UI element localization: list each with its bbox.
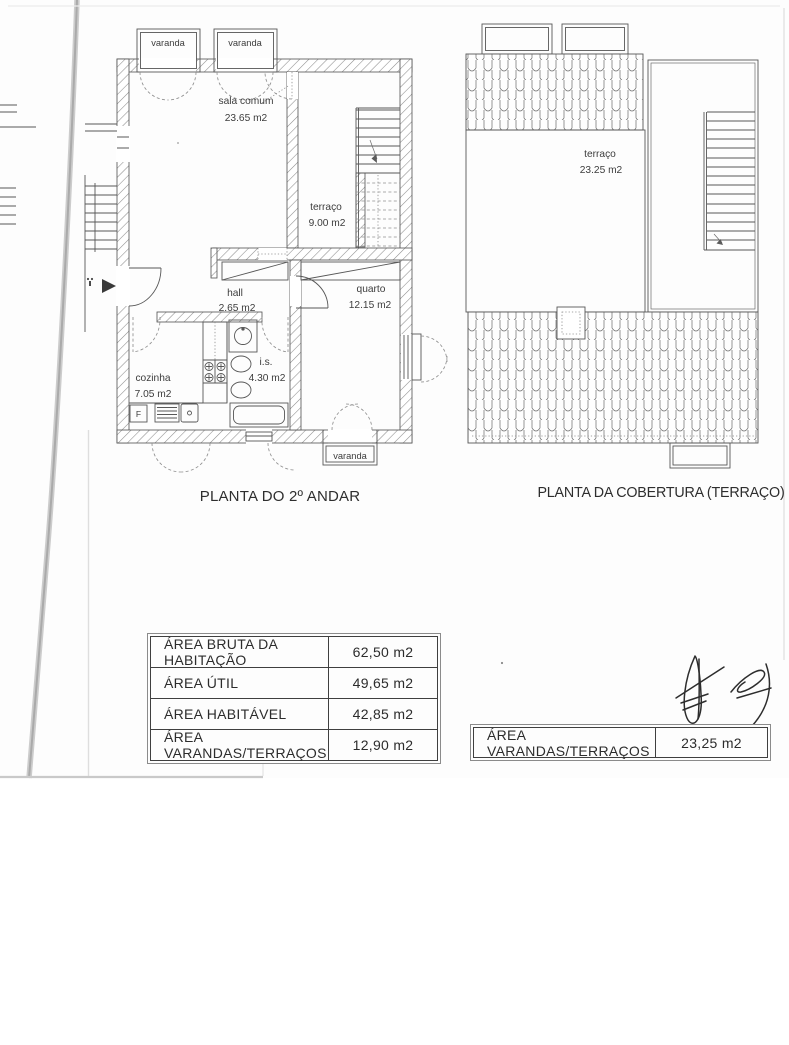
room-name-cozinha: cozinha xyxy=(135,373,171,384)
area-value: 23,25 m2 xyxy=(681,734,742,751)
floor-plan-title: PLANTA DO 2º ANDAR xyxy=(199,488,361,505)
area-label: ÁREA VARANDAS/TERRAÇOS xyxy=(151,730,329,760)
fridge-label: F xyxy=(135,409,142,419)
room-area-sala: 23.65 m2 xyxy=(224,113,268,124)
room-area-cozinha: 7.05 m2 xyxy=(134,389,172,400)
area-label: ÁREA VARANDAS/TERRAÇOS xyxy=(474,728,656,757)
floor-areas-table xyxy=(147,633,441,764)
room-area-hall: 2.65 m2 xyxy=(218,303,256,314)
area-label: ÁREA BRUTA DA HABITAÇÃO xyxy=(151,637,329,667)
roof-room-name: terraço xyxy=(584,149,616,160)
balcony-label: varanda xyxy=(151,38,185,48)
table-row xyxy=(474,728,767,757)
roof-room-area: 23.25 m2 xyxy=(579,165,623,176)
roof-tiles-lower xyxy=(468,312,758,443)
room-area-terraco: 9.00 m2 xyxy=(308,218,346,229)
area-label: ÁREA ÚTIL xyxy=(151,668,329,698)
room-name-is: i.s. xyxy=(259,357,273,368)
roof-areas-table xyxy=(470,724,771,761)
area-value: 49,65 m2 xyxy=(352,675,414,691)
room-area-quarto: 12.15 m2 xyxy=(348,300,392,311)
table-row xyxy=(151,637,437,668)
chimney xyxy=(557,307,585,339)
area-value: 62,50 m2 xyxy=(352,644,414,660)
room-name-hall: hall xyxy=(227,288,243,299)
table-row xyxy=(151,699,437,730)
room-area-is: 4.30 m2 xyxy=(248,373,286,384)
area-label: ÁREA HABITÁVEL xyxy=(151,699,329,729)
area-value: 12,90 m2 xyxy=(352,737,414,753)
area-value: 42,85 m2 xyxy=(352,706,414,722)
balcony-label: varanda xyxy=(228,38,262,48)
roof-plan-title: PLANTA DA COBERTURA (TERRAÇO) xyxy=(537,485,785,501)
room-name-sala: sala comum xyxy=(218,96,274,107)
room-name-terraco: terraço xyxy=(310,202,342,213)
roof-tiles-upper xyxy=(466,54,643,130)
table-row xyxy=(151,730,437,760)
table-row xyxy=(151,668,437,699)
balcony-label: varanda xyxy=(333,451,367,461)
room-name-quarto: quarto xyxy=(356,284,386,295)
